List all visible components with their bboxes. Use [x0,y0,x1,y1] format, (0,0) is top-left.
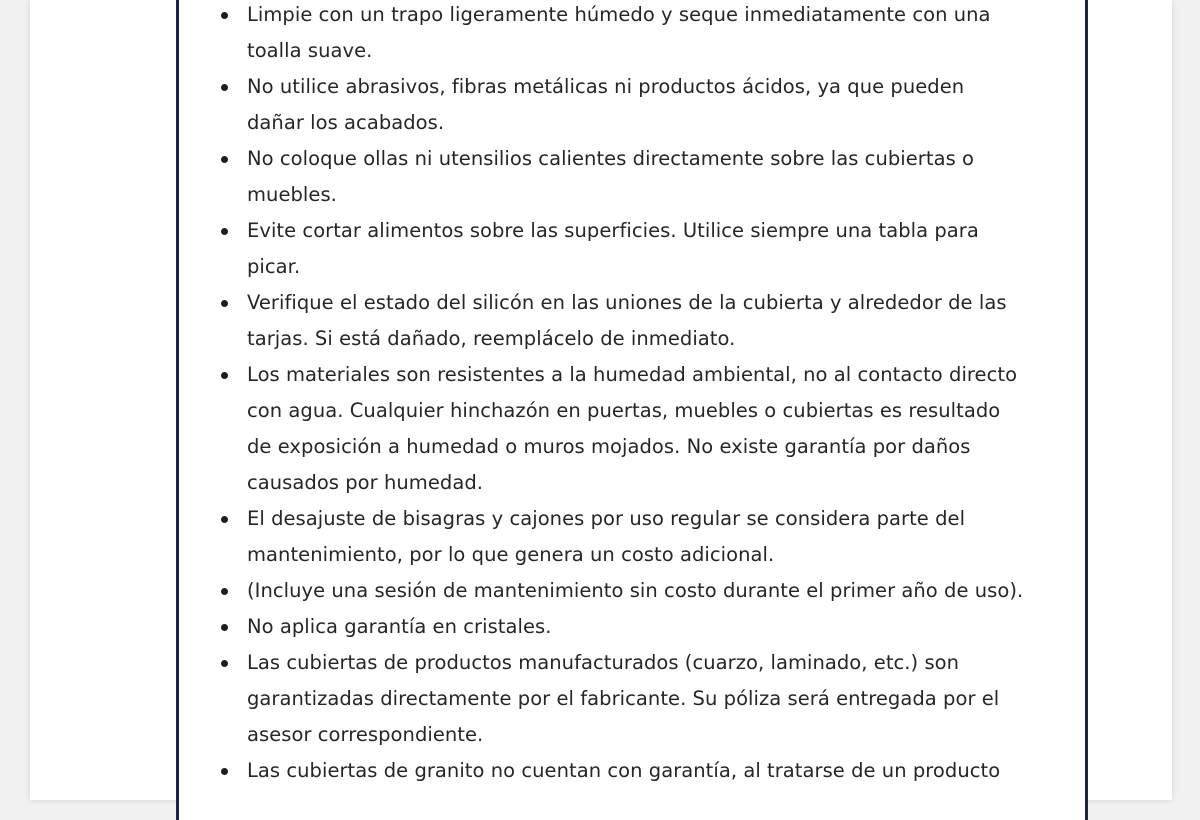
list-item [215,645,1057,753]
list-item [215,285,1057,357]
list-item-line: No coloque ollas ni utensilios calientes directamente sobre las cubiertas o [247,147,975,170]
list-item [215,69,1057,141]
list-item-line: toalla suave. [247,39,373,62]
list-item-line: garantizadas directamente por el fabricante. Su póliza será entregada por el [247,687,1000,710]
list-item-line: asesor correspondiente. [247,723,484,746]
bullet-icon [221,228,228,235]
list-item-line: Limpie con un trapo ligeramente húmedo y seque inmediatamente con una [247,3,991,26]
bullet-icon [221,156,228,163]
list-item [215,141,1057,213]
bullet-icon [221,768,228,775]
list-item-line: picar. [247,255,301,278]
list-item-line: mantenimiento, por lo que genera un costo adicional. [247,543,775,566]
bullet-icon [221,300,228,307]
list-item [215,573,1057,609]
list-item [215,357,1057,501]
bullet-icon [221,624,228,631]
list-item-line: Evite cortar alimentos sobre las superficies. Utilice siempre una tabla para [247,219,979,242]
list-item-line: Los materiales son resistentes a la humedad ambiental, no al contacto directo [247,363,1018,386]
bordered-content-box [176,0,1088,820]
bullet-icon [221,588,228,595]
list-item-line: (Incluye una sesión de mantenimiento sin costo durante el primer año de uso). [247,579,1024,602]
bullet-icon [221,84,228,91]
list-item [215,213,1057,285]
list-item-line: Las cubiertas de productos manufacturados (cuarzo, laminado, etc.) son [247,651,960,674]
list-item [215,501,1057,573]
list-item [215,753,1057,789]
list-item-line: muebles. [247,183,337,206]
list-item-line: tarjas. Si está dañado, reemplácelo de inmediato. [247,327,736,350]
list-item-line: Las cubiertas de granito no cuentan con garantía, al tratarse de un producto [247,759,1001,782]
bullet-icon [221,372,228,379]
list-item [215,0,1057,69]
list-item-line: con agua. Cualquier hinchazón en puertas, muebles o cubiertas es resultado [247,399,1001,422]
list-item [215,609,1057,645]
list-item-line: Verifique el estado del silicón en las uniones de la cubierta y alrededor de las [247,291,1007,314]
bullet-icon [221,12,228,19]
bullet-icon [221,516,228,523]
list-item-line: No aplica garantía en cristales. [247,615,552,638]
list-item-line: dañar los acabados. [247,111,445,134]
document-page [30,0,1172,800]
list-item-line: causados por humedad. [247,471,483,494]
care-instructions-list [215,0,1057,789]
list-item-line: No utilice abrasivos, fibras metálicas ni productos ácidos, ya que pueden [247,75,965,98]
list-item-line: El desajuste de bisagras y cajones por uso regular se considera parte del [247,507,966,530]
bullet-icon [221,660,228,667]
list-item-line: de exposición a humedad o muros mojados. No existe garantía por daños [247,435,971,458]
